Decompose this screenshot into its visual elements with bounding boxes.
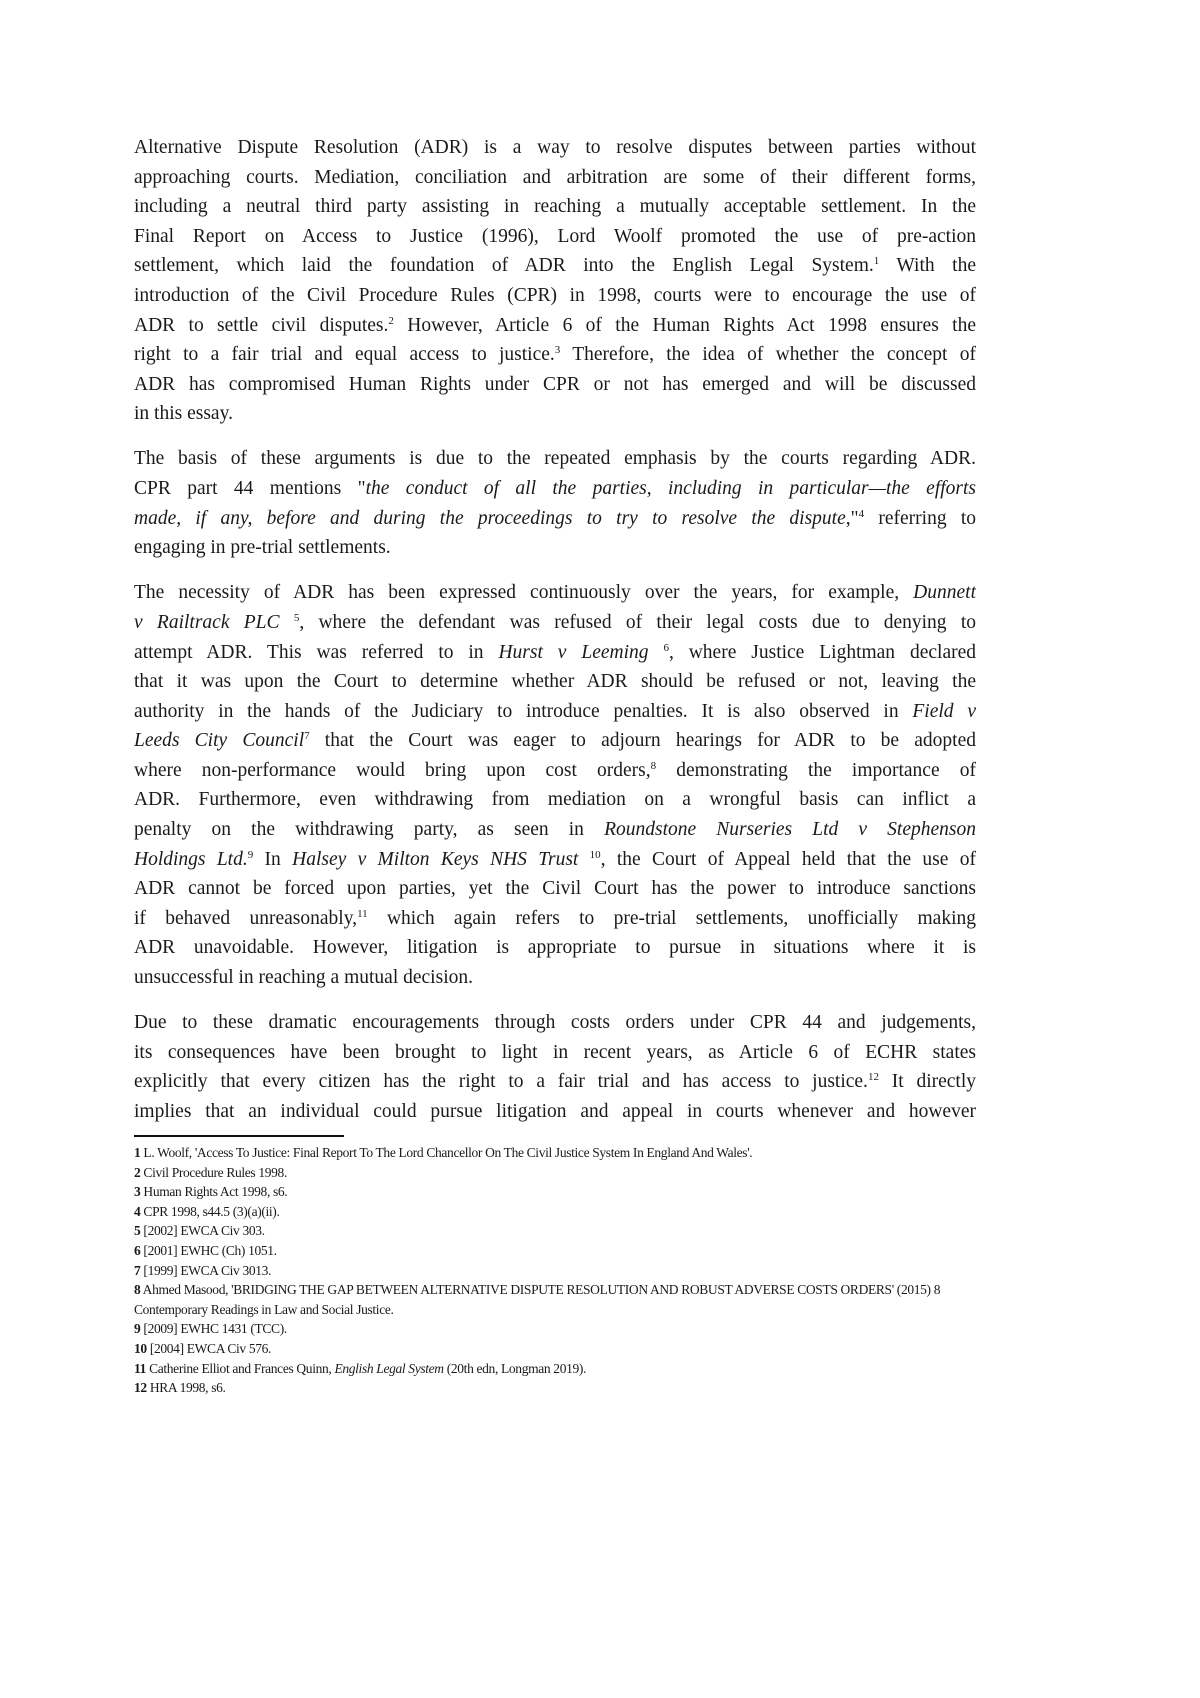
text-run: ADR to settle civil disputes. (134, 314, 389, 336)
text-line (134, 1038, 976, 1068)
text-line (134, 874, 976, 904)
text-run: Due to these dramatic encouragements through costs orders under CPR 44 and judgements, (134, 1012, 976, 1034)
footnotes (134, 1143, 984, 1398)
footnote (134, 1359, 984, 1379)
text-line (134, 370, 976, 400)
text-line (134, 444, 976, 474)
text-line (134, 133, 976, 163)
footnote-reference[interactable]: 9 (247, 848, 254, 861)
footnote-number: 6 (134, 1242, 141, 1258)
italic-text: Holdings Ltd. (134, 848, 248, 870)
footnote (134, 1221, 984, 1241)
italic-text: Halsey v Milton Keys NHS Trust (292, 848, 590, 870)
footnote-number: 2 (134, 1164, 141, 1180)
text-line (134, 163, 976, 193)
footnote-reference[interactable]: 10 (589, 848, 601, 861)
text-line (134, 281, 976, 311)
footnote (134, 1378, 984, 1398)
text-run: ADR unavoidable. However, litigation is appropriate to pursue in situations where it is (134, 937, 976, 959)
footnote (134, 1143, 984, 1163)
text-line (134, 845, 976, 875)
footnote-number: 8 (134, 1282, 141, 1298)
footnote (134, 1339, 984, 1359)
text-line (134, 963, 976, 993)
text-line (134, 756, 976, 786)
footnote-number: 12 (134, 1380, 147, 1396)
footnote-separator (134, 1135, 344, 1137)
text-run: [2001] EWHC (Ch) 1051. (140, 1242, 277, 1258)
text-line (134, 578, 976, 608)
text-run: that the Court was eager to adjourn hearings for ADR to be adopted (309, 730, 976, 752)
text-line (134, 399, 976, 429)
text-run: [2002] EWCA Civ 303. (140, 1223, 265, 1239)
text-run: demonstrating the importance of (656, 759, 976, 781)
text-run: The basis of these arguments is due to the repeated emphasis by the courts regarding ADR. (134, 448, 976, 470)
paragraph (134, 133, 976, 429)
text-run: In (253, 848, 293, 870)
text-line (134, 251, 976, 281)
footnote-reference[interactable]: 2 (388, 314, 394, 327)
footnote-number: 4 (134, 1203, 141, 1219)
footnote (134, 1319, 984, 1339)
text-run: settlement, which laid the foundation of ADR into the English Legal System. (134, 255, 874, 277)
italic-text: v Railtrack PLC (134, 611, 294, 633)
text-line (134, 222, 976, 252)
text-run: implies that an individual could pursue litigation and appeal in courts whenever and however (134, 1100, 976, 1122)
text-run: , the Court of Appeal held that the use of (600, 848, 976, 870)
text-run: which again refers to pre-trial settlements, unofficially making (367, 907, 976, 929)
text-run: With the (879, 255, 976, 277)
italic-text: the conduct of all the parties, including in particular—the efforts (365, 478, 976, 500)
text-run: [1999] EWCA Civ 3013. (140, 1262, 272, 1278)
text-line (134, 933, 976, 963)
footnote-reference[interactable]: 4 (858, 507, 865, 520)
footnote-reference[interactable]: 12 (867, 1071, 879, 1084)
text-run: referring to (864, 507, 976, 529)
text-run: engaging in pre-trial settlements. (134, 537, 391, 559)
text-run: Human Rights Act 1998, s6. (140, 1184, 288, 1200)
footnote (134, 1241, 984, 1261)
text-run: However, Article 6 of the Human Rights Act 1998 ensures the (393, 314, 976, 336)
text-line (134, 1008, 976, 1038)
text-run: its consequences have been brought to light in recent years, as Article 6 of ECHR states (134, 1041, 976, 1063)
text-run: Civil Procedure Rules 1998. (140, 1164, 287, 1180)
text-run: Therefore, the idea of whether the concept of (560, 344, 976, 366)
text-line (134, 667, 976, 697)
footnote-reference[interactable]: 6 (663, 641, 669, 654)
paragraph (134, 578, 976, 992)
footnote-reference[interactable]: 5 (293, 611, 300, 624)
text-run: ADR cannot be forced upon parties, yet the Civil Court has the power to introduce sanctions (134, 878, 976, 900)
text-run: explicitly that every citizen has the right to a fair trial and has access to justice. (134, 1071, 868, 1093)
text-run: ADR has compromised Human Rights under CPR or not has emerged and will be discussed (134, 373, 976, 395)
text-line (134, 1067, 976, 1097)
text-run: right to a fair trial and equal access to justice. (134, 344, 555, 366)
text-run: introduction of the Civil Procedure Rules (CPR) in 1998, courts were to encourage the use of (134, 284, 976, 306)
text-line (134, 815, 976, 845)
text-run: where non-performance would bring upon cost orders, (134, 759, 651, 781)
italic-text: Dunnett (913, 582, 976, 604)
text-run: Alternative Dispute Resolution (ADR) is a way to resolve disputes between parties without (134, 137, 976, 158)
text-run: L. Woolf, 'Access To Justice: Final Report To The Lord Chancellor On The Civil Justice System In England And Wales'. (140, 1145, 753, 1160)
text-line (134, 785, 976, 815)
text-line (134, 311, 976, 341)
footnote (134, 1202, 984, 1222)
italic-text: made, if any, before and during the proceedings to try to resolve the dispute (134, 507, 846, 529)
text-run: authority in the hands of the Judiciary to introduce penalties. It is also observed in (134, 700, 913, 722)
text-run: CPR 1998, s44.5 (3)(a)(ii). (140, 1203, 280, 1219)
italic-text: Leeds City Council (134, 730, 305, 752)
text-run: The necessity of ADR has been expressed continuously over the years, for example, (134, 582, 914, 604)
text-line (134, 474, 976, 504)
text-run: Catherine Elliot and Frances Quinn, (146, 1360, 335, 1376)
text-line (134, 726, 976, 756)
text-run: [2009] EWHC 1431 (TCC). (140, 1321, 287, 1337)
text-run: in this essay. (134, 403, 233, 425)
footnote-number: 3 (134, 1184, 141, 1200)
text-run: Ahmed Masood, 'BRIDGING THE GAP BETWEEN ALTERNATIVE DISPUTE RESOLUTION AND ROBUST ADVERSE COSTS ORDERS' (2015) 8 Contemporary Readings in Law and Social Justice. (134, 1282, 941, 1317)
footnote-number: 1 (134, 1145, 141, 1160)
footnote (134, 1163, 984, 1183)
text-run: [2004] EWCA Civ 576. (146, 1340, 272, 1356)
text-line (134, 608, 976, 638)
document-body (134, 133, 976, 1142)
text-run: , where Justice Lightman declared (668, 641, 976, 663)
footnote-number: 10 (134, 1340, 147, 1356)
footnote-reference[interactable]: 11 (357, 907, 368, 920)
italic-text: Field v (912, 700, 976, 722)
text-run: that it was upon the Court to determine whether ADR should be refused or not, leaving the (134, 671, 976, 693)
text-run: , where the defendant was refused of their legal costs due to denying to (299, 611, 976, 633)
footnote (134, 1261, 984, 1281)
footnote (134, 1280, 984, 1319)
text-line (134, 533, 976, 563)
footnote-number: 9 (134, 1321, 141, 1337)
text-run: HRA 1998, s6. (146, 1380, 226, 1396)
text-line (134, 192, 976, 222)
text-run: penalty on the withdrawing party, as seen in (134, 819, 605, 841)
text-run: It directly (878, 1071, 976, 1093)
text-run: Final Report on Access to Justice (1996), Lord Woolf promoted the use of pre-action (134, 225, 976, 247)
footnote-number: 5 (134, 1223, 141, 1239)
text-run: attempt ADR. This was referred to in (134, 641, 499, 663)
paragraph (134, 444, 976, 562)
footnote-reference[interactable]: 7 (304, 730, 310, 743)
italic-text: Roundstone Nurseries Ltd v Stephenson (604, 819, 976, 841)
text-run: ," (845, 507, 859, 529)
footnote-reference[interactable]: 1 (873, 255, 880, 268)
footnote (134, 1182, 984, 1202)
text-run: unsuccessful in reaching a mutual decision. (134, 967, 473, 989)
text-run: if behaved unreasonably, (134, 907, 358, 929)
text-line (134, 697, 976, 727)
text-line (134, 1097, 976, 1127)
footnote-reference[interactable]: 3 (554, 344, 561, 357)
paragraph (134, 1008, 976, 1126)
footnote-number: 11 (134, 1360, 147, 1376)
text-run: including a neutral third party assisting in reaching a mutually acceptable settlement. In the (134, 196, 976, 218)
text-line (134, 638, 976, 668)
text-line (134, 904, 976, 934)
text-line (134, 340, 976, 370)
footnote-number: 7 (134, 1262, 141, 1278)
italic-text: Hurst v Leeming (498, 641, 664, 663)
text-line (134, 504, 976, 534)
text-run: CPR part 44 mentions " (134, 478, 366, 500)
text-run: (20th edn, Longman 2019). (443, 1360, 587, 1376)
text-run: ADR. Furthermore, even withdrawing from mediation on a wrongful basis can inflict a (134, 789, 976, 811)
footnote-reference[interactable]: 8 (650, 759, 657, 772)
text-run: approaching courts. Mediation, conciliation and arbitration are some of their different forms, (134, 166, 976, 188)
italic-text: English Legal System (334, 1360, 444, 1376)
